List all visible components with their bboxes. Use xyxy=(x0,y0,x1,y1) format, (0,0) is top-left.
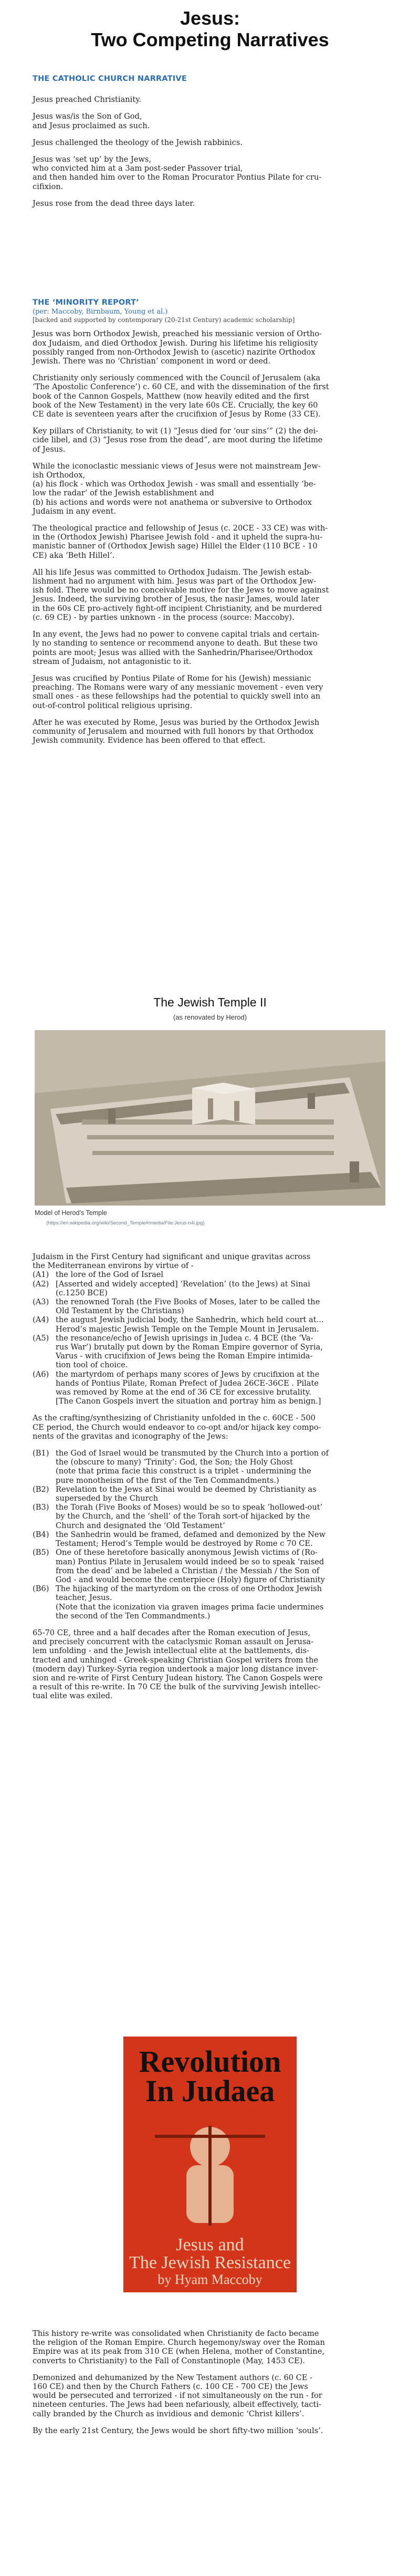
a-item-text: [Asserted and widely accepted] ‘Revelation’ (to the Jews) at Sinai (c.1250 BCE) xyxy=(56,1279,310,1297)
book-title-line-1: Revolution xyxy=(139,2044,281,2079)
tail-p1: This history re-write was consolidated when Christianity de facto became the religion of the Roman Empire. Church hegemony/sway over the Roman Empire was at its peak from 310 CE (when Helena, mother of Constantine, converts to Christianity) to the Fall of Constantinople (May, 1453 CE). xyxy=(33,2329,325,2365)
minority-p1: Jesus was born Orthodox Jewish, preached his messianic version of Ortho- dox Judaism, and died Orthodox Jewish. During his lifetime his religiosity possibly ranged from non-Orthodox Jewish to (ascetic) nazirite Orthodox Jewish. There was no ‘Christian’ component in word or deed. xyxy=(33,329,322,366)
a-item-tag: (A3) xyxy=(33,1297,49,1307)
tail-section xyxy=(33,2329,390,2443)
minority-p2: Christianity only seriously commenced with the Council of Jerusalem (aka ‘The Apostolic Conference’) c. 60 CE, and with the dissemination of the first book of the Cannon Gospels, Matthew (now heavily edited and the first book of the New Testament) in the very late 60s CE. Crucially, the key 60 CE date is seventeen years after the crucifixion of Jesus by Rome (33 CE). xyxy=(33,373,329,419)
a-item-text: the martyrdom of perhaps many scores of Jews by crucifixion at the hands of Pontius Pilate, Roman Prefect of Judea 26CE-36CE . Pilate was removed by Rome at the end of 36 CE for excessive brutality. [The Canon Gospels invert the situation and portray him as benign.] xyxy=(56,1369,321,1406)
a-item xyxy=(33,1334,390,1370)
book-subtitle xyxy=(123,2236,297,2272)
a-item-tag: (A6) xyxy=(33,1369,49,1379)
tail-p2: Demonized and dehumanized by the New Testament authors (c. 60 CE - 160 CE) and then by the Church Fathers (c. 100 CE - 700 CE) the Jews would be persecuted and terrorized - if not simultaneously on the run - for nineteen centuries. The Jews had been nefariously, albeit effectively, tacti- cally branded by the Church as invidious and demonic ‘Christ killers’. xyxy=(33,2373,322,2418)
title-line-2: Two Competing Narratives xyxy=(91,29,329,50)
b-item xyxy=(33,1548,390,1584)
book-subtitle-line-1: Jesus and xyxy=(176,2235,244,2255)
a-item-text: the renowned Torah (the Five Books of Moses, later to be called the Old Testament by the Christians) xyxy=(56,1297,320,1316)
b-item-tag: (B5) xyxy=(33,1548,49,1557)
book-title-line-2: In Judaea xyxy=(145,2074,275,2108)
a-item-tag: (A4) xyxy=(33,1315,49,1325)
a-item xyxy=(33,1280,390,1297)
a-item-text: the resonance/echo of Jewish uprisings in Judea c. 4 BCE (the ‘Va- rus War’) brutally put down by the Roman Empire governor of Syria, Varus - with crucifixion of Jews being the Roman Empire intimida- tion tool of choice. xyxy=(56,1333,323,1370)
minority-heading: THE ‘MINORITY REPORT’ xyxy=(33,298,139,307)
figure-caption: Model of Herod’s Temple xyxy=(35,1209,107,1217)
book-subtitle-line-2: The Jewish Resistance xyxy=(129,2253,291,2272)
a-list xyxy=(33,1270,390,1406)
a-item-text: the august Jewish judicial body, the Sanhedrin, which held court at... Herod’s majestic Jewish Temple on the Temple Mount in Jerusalem. xyxy=(56,1315,324,1334)
a-item-text: the lore of the God of Israel xyxy=(56,1270,164,1280)
minority-backing: [backed and supported by contemporary (20-21st Century) academic scholarship] xyxy=(33,316,295,324)
book-author: by Hyam Maccoby xyxy=(158,2272,262,2287)
minority-p6: All his life Jesus was committed to Orthodox Judaism. The Jewish estab- lishment had no argument with him. Jesus was part of the Orthodox Jew- ish fold. There would be no conceivable motive for the Jews to move against Jesus. Indeed, the surviving brother of Jesus, the nasir James, would later in the 60s CE pro-actively fight-off incipient Christianity, and be murdered (c. 69 CE) - by parties unknown - in the process (source: Maccoby). xyxy=(33,567,329,622)
book-cover-image xyxy=(123,2037,297,2292)
b-item-text: Revelation to the Jews at Sinai would be deemed by Christianity as superseded by the Church xyxy=(56,1484,317,1503)
page-title xyxy=(0,7,420,50)
book-title xyxy=(123,2044,297,2108)
figure-title: The Jewish Temple II xyxy=(153,995,267,1009)
b-list xyxy=(33,1449,390,1621)
catholic-p1: Jesus preached Christianity. xyxy=(33,95,142,105)
figure-source-link[interactable]: (https://en.wikipedia.org/wiki/Second_Temple#/media/File:Jerus-n4i.jpg) xyxy=(46,1220,205,1226)
b-item-tag: (B2) xyxy=(33,1484,49,1494)
b-item xyxy=(33,1485,390,1503)
catholic-p2: Jesus was/is the Son of God, and Jesus proclaimed as such. xyxy=(33,112,150,130)
tail-p3: By the early 21st Century, the Jews would be short fifty-two million ‘souls’. xyxy=(33,2426,323,2435)
catholic-heading: THE CATHOLIC CHURCH NARRATIVE xyxy=(33,75,187,83)
b-item-text: The hijacking of the martyrdom on the cross of one Orthodox Jewish teacher, Jesus. (Note that the iconization via graven images prima facie undermines the second of the Ten Commandments.) xyxy=(56,1584,324,1621)
title-line-1: Jesus: xyxy=(180,7,240,29)
b-item-tag: (B3) xyxy=(33,1503,49,1512)
gravitas-section xyxy=(33,1252,390,1709)
catholic-p3: Jesus challenged the theology of the Jewish rabbinics. xyxy=(33,138,243,147)
figure-subtitle: (as renovated by Herod) xyxy=(173,1013,247,1021)
b-item-tag: (B4) xyxy=(33,1530,49,1539)
minority-p3: Key pillars of Christianity, to wit (1) “Jesus died for ‘our sins’” (2) the dei- cide libel, and (3) “Jesus rose from the dead”, are moot during the lifetime of Jesus. xyxy=(33,427,323,454)
minority-p9: After he was executed by Rome, Jesus was buried by the Orthodox Jewish community of Jerusalem and mourned with full honors by that Orthodox Jewish community. Evidence has been offered to that effect. xyxy=(33,718,320,745)
minority-section xyxy=(33,298,390,753)
b-item-tag: (B6) xyxy=(33,1584,49,1594)
minority-p5: The theological practice and fellowship of Jesus (c. 20CE - 33 CE) was with- in the (Orthodox Jewish) Pharisee Jewish fold - and it upheld the supra-hu- manistic banner of (Orthodox Jewish sage) Hillel the Elder (110 BCE - 10 CE) aka ‘Beth Hillel’. xyxy=(33,524,328,560)
b-item-text: the Sanhedrin would be framed, defamed and demonized by the New Testament; Herod’s Temple would be destroyed by Rome c 70 CE. xyxy=(56,1530,326,1549)
b-item-tag: (B1) xyxy=(33,1449,49,1458)
rewrite-paragraph: 65-70 CE, three and a half decades after the Roman execution of Jesus, and precisely concurrent with the cataclysmic Roman assault on Jerusa- lem unfolding - and the Jewish intellectual elite at the battlements, dis- tracted and unhinged - Greek-speaking Christian Gospel writers from the (modern day) Turkey-Syria region undertook a major long distance inver- sion and re-write of First Century Judean history. The Canon Gospels were a result of this re-write. In 70 CE the bulk of the surviving Jewish intellec- tual elite was exiled. xyxy=(33,1628,323,1701)
gravitas-intro: Judaism in the First Century had significant and unique gravitas across the Mediterranean environs by virtue of - xyxy=(33,1252,311,1271)
b-item xyxy=(33,1503,390,1530)
catholic-p5: Jesus rose from the dead three days later. xyxy=(33,199,195,208)
a-item-tag: (A2) xyxy=(33,1279,49,1289)
minority-p7: In any event, the Jews had no power to convene capital trials and certain- ly no standing to sentence or recommend anyone to death. But these two points are moot; Jesus was allied with the Sanhedrin/Pharisee/Orthodox stream of Judaism, not antagonistic to it. xyxy=(33,630,320,666)
catholic-p4: Jesus was ‘set up’ by the Jews, who convicted him at a 3am post-seder Passover trial, and then handed him over to the Roman Procurator Pontius Pilate for cru- cifixion. xyxy=(33,155,322,191)
b-item xyxy=(33,1530,390,1548)
a-item xyxy=(33,1315,390,1333)
a-item-tag: (A5) xyxy=(33,1333,49,1343)
b-item-text: One of these heretofore basically anonymous Jewish victims of (Ro- man) Pontius Pilate in Jerusalem would indeed be so to speak ‘raised from the dead’ and be labeled a Christian / the Messiah / the Son of God - and would become the centerpiece (Holy) figure of Christianity xyxy=(56,1548,325,1584)
minority-p8: Jesus was crucified by Pontius Pilate of Rome for his (Jewish) messianic preaching. The Romans were wary of any messianic movement - even very small ones - as these fellowships had the potential to quickly swell into an out-of-control political religious uprising. xyxy=(33,673,323,710)
a-item xyxy=(33,1270,390,1279)
b-item-text: the God of Israel would be transmuted by the Church into a portion of the (obscure to many) ‘Trinity’: God, the Son; the Holy Ghost (note that prima facie this construct is a triplet - undermining the pure monotheism of the first of the Ten Commandments.) xyxy=(56,1449,329,1485)
minority-p4: While the iconoclastic messianic views of Jesus were not mainstream Jew- ish Orthodox, (a) his flock - which was Orthodox Jewish - was small and essentially ‘be- low the radar’ of the Jewish establishment and (b) his actions and words were not anathema or subversive to Orthodox Judaism in any event. xyxy=(33,461,321,516)
catholic-section xyxy=(33,75,390,216)
minority-authors: (per: Maccoby, Birnbaum, Young et al.) xyxy=(33,308,168,316)
a-item xyxy=(33,1370,390,1406)
crafting-paragraph: As the crafting/synthesizing of Christianity unfolded in the c. 60CE - 500 CE period, the Church would endeavor to co-opt and/or hijack key compo- nents of the gravitas and iconography of the Jews: xyxy=(33,1414,321,1441)
b-item xyxy=(33,1449,390,1485)
b-item xyxy=(33,1584,390,1621)
b-item-text: the Torah (Five Books of Moses) would be so to speak ‘hollowed-out’ by the Church, and the ‘shell’ of the Torah sort-of hijacked by the Church and designated the ‘Old Testament’ xyxy=(56,1503,323,1530)
temple-model-image xyxy=(35,1030,385,1206)
a-item xyxy=(33,1297,390,1315)
a-item-tag: (A1) xyxy=(33,1270,49,1280)
